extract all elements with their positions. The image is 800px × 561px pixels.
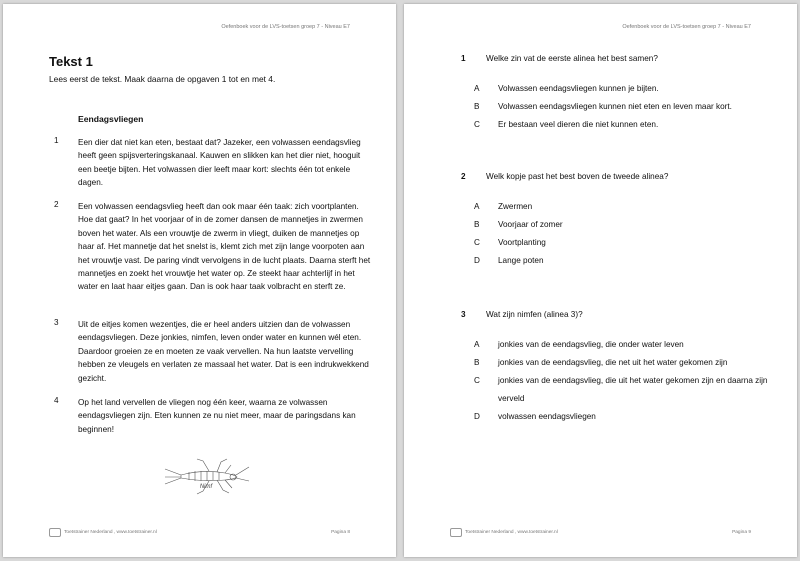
option-text: Lange poten	[498, 256, 544, 265]
option-text: Volwassen eendagsvliegen kunnen je bijten.	[498, 84, 659, 93]
question-number: 2	[461, 172, 466, 181]
toetstrainer-logo-icon	[450, 528, 462, 537]
option-text: jonkies van de eendagsvlieg, die net uit het water gekomen zijn	[498, 358, 728, 367]
paragraph-text: Uit de eitjes komen wezentjes, die er heel anders uitzien dan de volwassen eendagsvliegen. Deze jonkies, nimfen, leven onder water en kunnen wél eten. Daardoor groeien ze en moeten ze vaak vervellen. Na hun laatste vervelling hebben ze vleugels en verlaten ze massaal het water. Dat is een indrukwekkend gezicht.	[78, 320, 369, 383]
option-text: Volwassen eendagsvliegen kunnen niet eten en leven maar kort.	[498, 102, 732, 111]
option-text: Zwermen	[498, 202, 533, 211]
footer-org: Toetstrainer Nederland , www.toetstrainer.nl	[465, 530, 558, 535]
option-text: volwassen eendagsvliegen	[498, 412, 596, 421]
option-text: Er bestaan veel dieren die niet kunnen eten.	[498, 120, 659, 129]
question-text: Welk kopje past het best boven de tweede alinea?	[486, 172, 669, 181]
option-letter: A	[474, 84, 480, 93]
page-number: Pagina 9	[732, 530, 751, 535]
page-left	[3, 4, 396, 557]
paragraph-text: Op het land vervellen de vliegen nog één keer, waarna ze volwassen eendagsvliegen zijn. Eten kunnen ze nu niet meer, maar de paringsdans kan beginnen!	[78, 398, 356, 434]
question-text: Welke zin vat de eerste alinea het best samen?	[486, 54, 658, 63]
option-text: jonkies van de eendagsvlieg, die onder water leven	[498, 340, 684, 349]
running-header: Oefenboek voor de LVS-toetsen groep 7 - Niveau E7	[221, 24, 350, 30]
footer	[450, 528, 751, 537]
option-letter: B	[474, 102, 480, 111]
toetstrainer-logo-icon	[49, 528, 61, 537]
paragraph-number: 3	[54, 318, 59, 327]
paragraph-text: Een dier dat niet kan eten, bestaat dat? Jazeker, een volwassen eendagsvlieg heeft geen spijsverteringskanaal. Kauwen en slikken kan het dier niet, hooguit een beetje bijten. Het volwassen dier leeft maar kort: slechts één tot enkele dagen.	[78, 138, 361, 188]
paragraph-number: 4	[54, 396, 59, 405]
option-text: Voorjaar of zomer	[498, 220, 563, 229]
option-letter: C	[474, 238, 480, 247]
option-letter: D	[474, 412, 480, 421]
option-letter: A	[474, 202, 480, 211]
question-number: 1	[461, 54, 466, 63]
illustration-caption: Nimf	[199, 484, 213, 490]
intro-instruction: Lees eerst de tekst. Maak daarna de opgaven 1 tot en met 4.	[49, 74, 276, 84]
option-text: jonkies van de eendagsvlieg, die uit het water gekomen zijn en daarna zijn verveld	[498, 376, 768, 403]
question-text: Wat zijn nimfen (alinea 3)?	[486, 310, 583, 319]
option-letter: C	[474, 120, 480, 129]
option-text: Voortplanting	[498, 238, 546, 247]
article-heading: Eendagsvliegen	[78, 114, 144, 124]
option-letter: A	[474, 340, 480, 349]
option-letter: C	[474, 376, 480, 385]
paragraph-number: 2	[54, 200, 59, 209]
nymph-illustration	[163, 451, 253, 501]
text-title: Tekst 1	[49, 54, 93, 69]
footer-org: Toetstrainer Nederland , www.toetstrainer.nl	[64, 530, 157, 535]
footer	[49, 528, 350, 537]
page-number: Pagina 8	[331, 530, 350, 535]
option-letter: B	[474, 358, 480, 367]
option-letter: D	[474, 256, 480, 265]
page-right	[404, 4, 797, 557]
running-header: Oefenboek voor de LVS-toetsen groep 7 - Niveau E7	[622, 24, 751, 30]
paragraph-text: Een volwassen eendagsvlieg heeft dan ook maar één taak: zich voortplanten. Hoe dat gaat? In het voorjaar of in de zomer dansen de mannetjes in zwermen boven het water. Als een vrouwtje de zwerm in vliegt, duiken de mannetjes op haar af. Het mannetje dat het snelst is, klemt zich met zijn lange voorpoten aan het vrouwtje vast. De paring vindt vervolgens in de lucht plaats. Daarna sterft het mannetjes en zoekt het vrouwtje het water op. Ze steekt haar achterlijf in het water en laat haar eitjes gaan. Dan is ook haar taak volbracht en sterft ze.	[78, 202, 371, 292]
option-letter: B	[474, 220, 480, 229]
question-number: 3	[461, 310, 466, 319]
paragraph-number: 1	[54, 136, 59, 145]
